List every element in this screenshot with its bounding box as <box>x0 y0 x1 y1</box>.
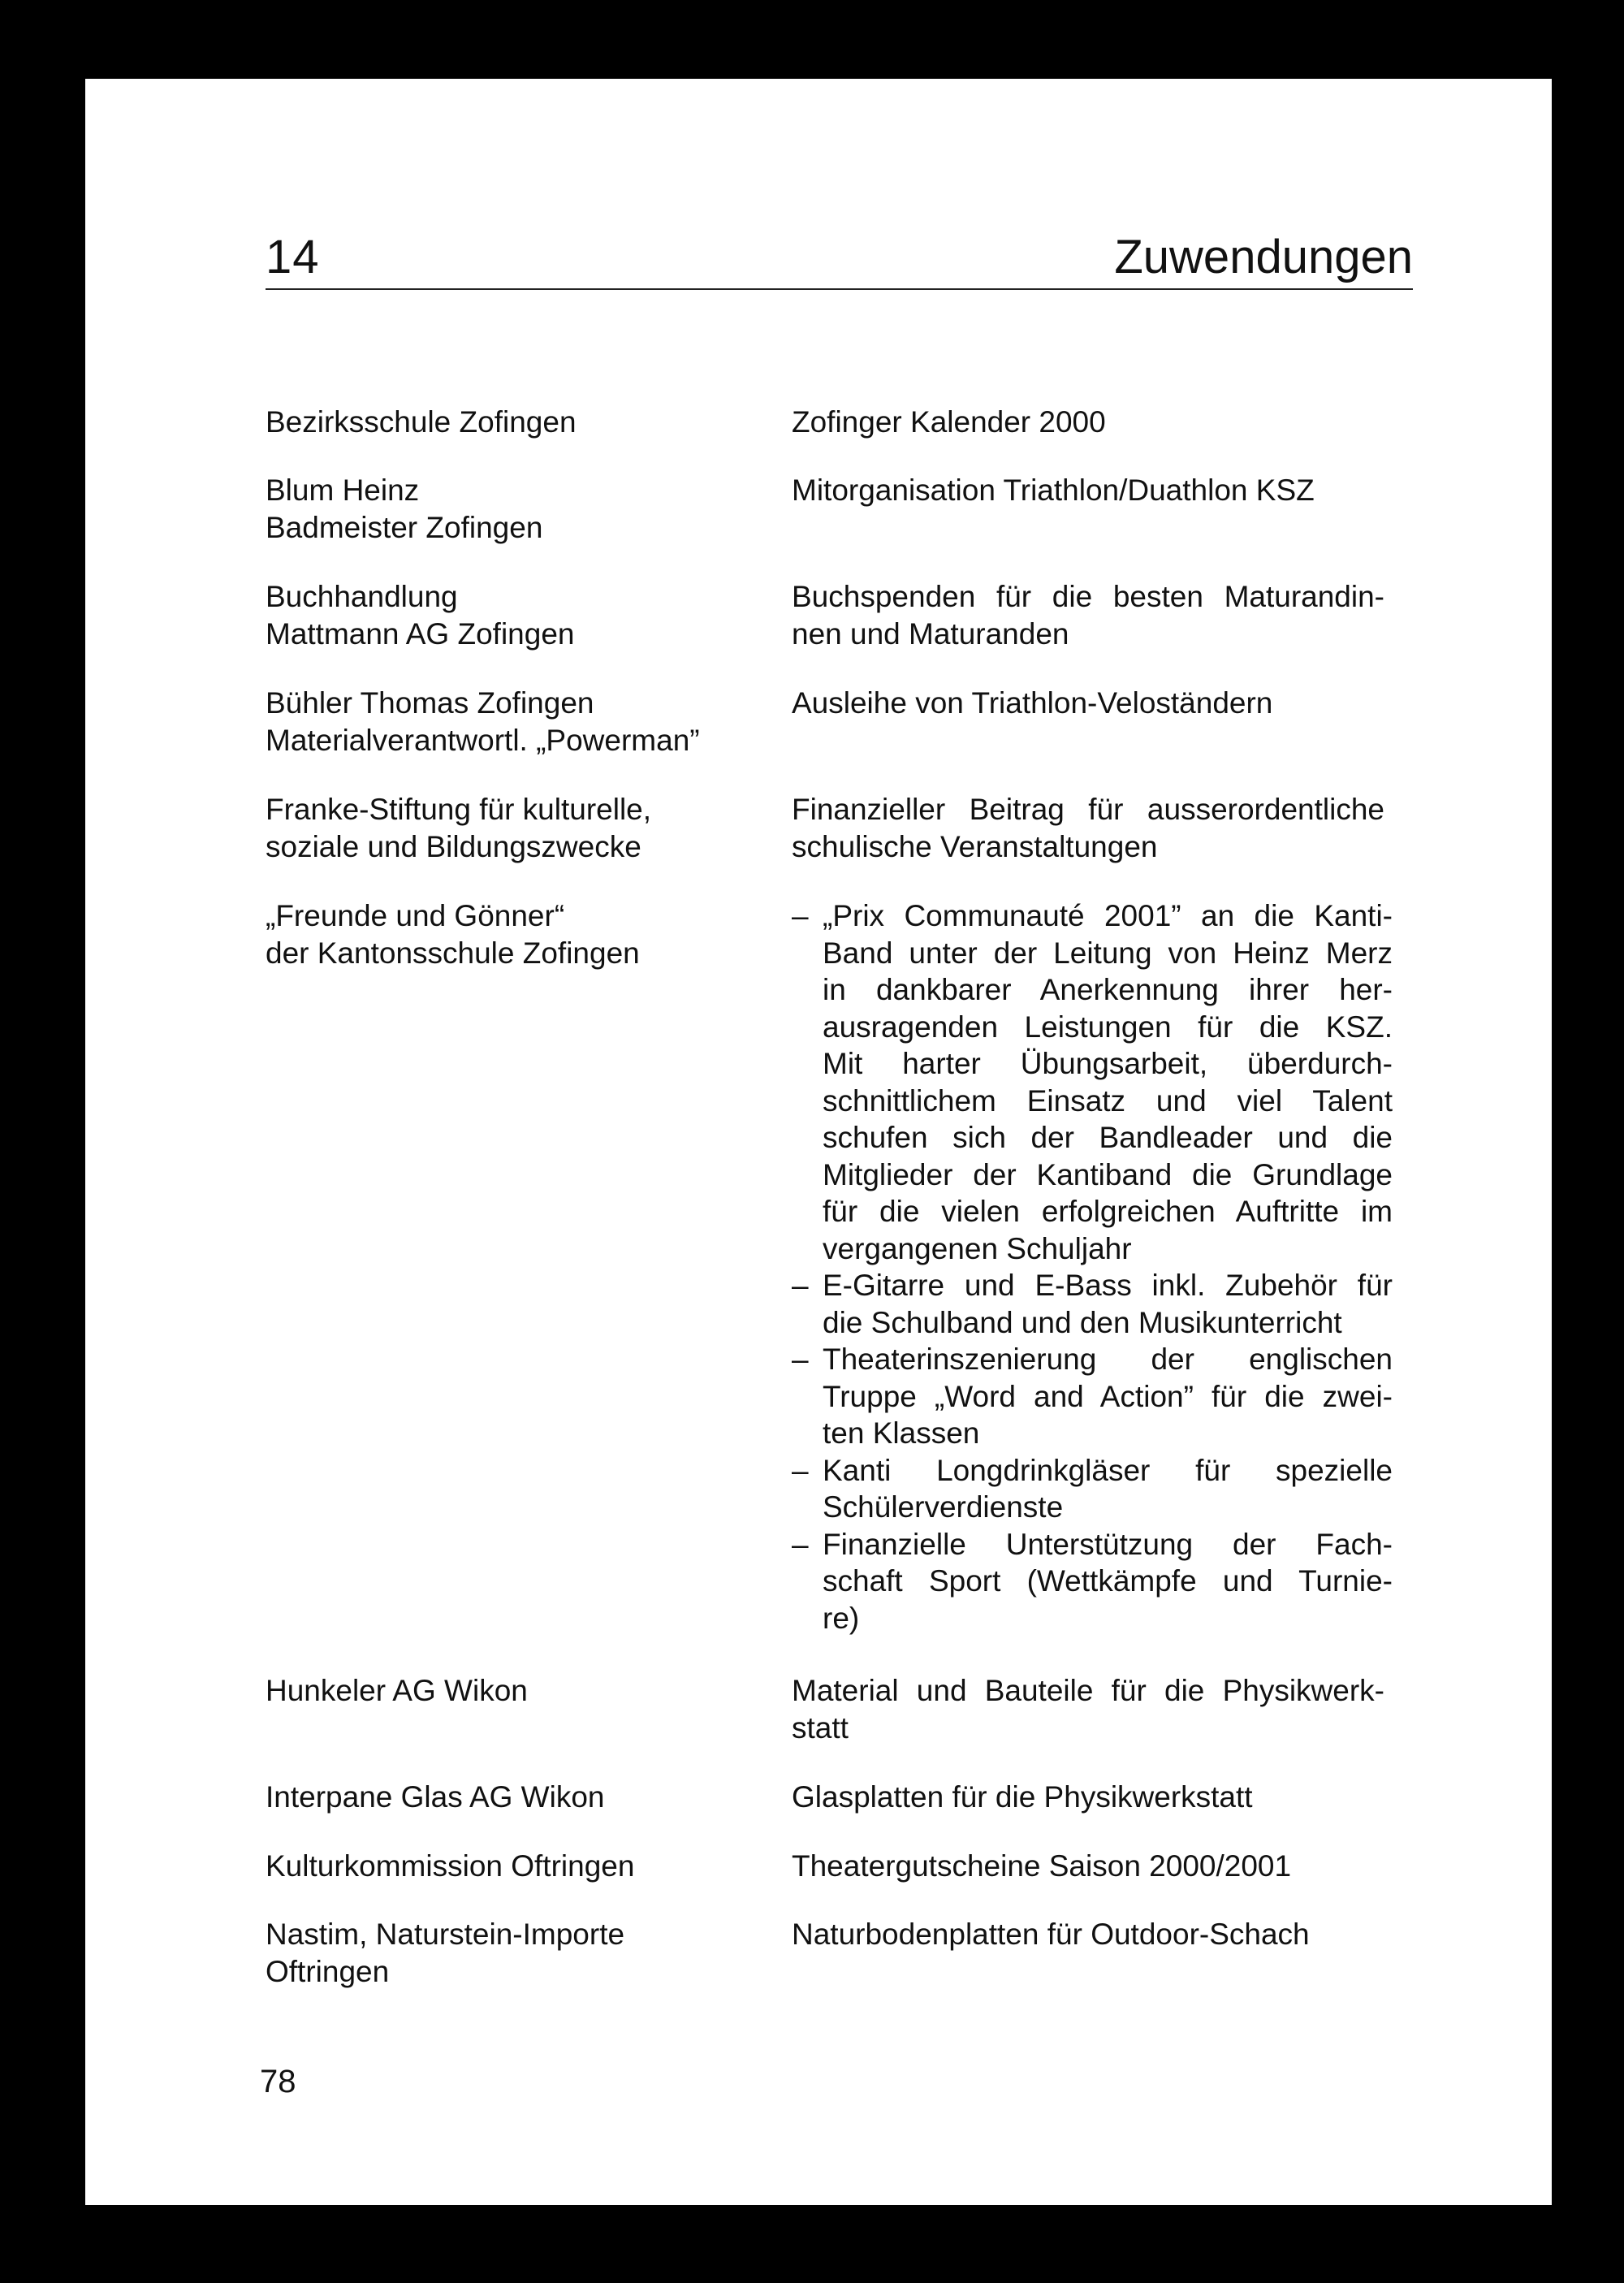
gift-line: Ausleihe von Triathlon-Veloständern <box>792 686 1273 720</box>
gift-line: die Schulband und den Musikunterricht <box>823 1305 1342 1339</box>
donor-line: Kulturkommission Oftringen <box>266 1849 635 1883</box>
gift-line: statt <box>792 1710 849 1745</box>
donor-line: soziale und Bildungszwecke <box>266 829 641 863</box>
gift-line: schulische Veranstaltungen <box>792 829 1158 863</box>
donation-description <box>792 685 1384 722</box>
gift-line: Theaterinszenierung der englischen <box>823 1343 1393 1376</box>
gift-line: Glasplatten für die Physikwerkstatt <box>792 1780 1253 1814</box>
gift-line: schaft Sport (Wettkämpfe und Turnie- <box>823 1564 1393 1598</box>
list-dash: – <box>792 1269 809 1302</box>
donation-list-item <box>792 1341 1393 1452</box>
donor-line: Bühler Thomas Zofingen <box>266 686 594 720</box>
gift-line: Schülerverdienste <box>823 1490 1064 1524</box>
donation-description <box>792 791 1384 865</box>
gift-line: Zofinger Kalender 2000 <box>792 405 1106 439</box>
donation-list-item <box>792 1526 1393 1637</box>
gift-line: schufen sich der Bandleader und die <box>823 1121 1393 1154</box>
gift-line: Truppe „Word and Action” für die zwei- <box>823 1379 1393 1413</box>
gift-line: Buchspenden für die besten Maturandin- <box>792 580 1384 613</box>
gift-line: Mitorganisation Triathlon/Duathlon KSZ <box>792 473 1315 507</box>
gift-line: Mitglieder der Kantiband die Grundlage <box>823 1157 1393 1191</box>
gift-line: für die vielen erfolgreichen Auftritte im <box>823 1195 1393 1228</box>
gift-line: Band unter der Leitung von Heinz Merz <box>823 936 1393 970</box>
donation-description <box>792 472 1384 509</box>
donation-description <box>792 1672 1384 1746</box>
donation-description <box>792 1916 1384 1953</box>
gift-line: Naturbodenplatten für Outdoor-Schach <box>792 1918 1310 1951</box>
list-dash: – <box>792 899 809 932</box>
list-dash: – <box>792 1527 809 1561</box>
donor-line: Nastim, Naturstein-Importe <box>266 1918 625 1951</box>
donation-description <box>792 404 1384 441</box>
gift-line: „Prix Communauté 2001” an die Kanti- <box>823 899 1393 932</box>
page-number: 78 <box>260 2064 296 2099</box>
donor-name <box>266 472 769 546</box>
donation-list-item <box>792 897 1393 1267</box>
donation-item-list <box>792 897 1393 1637</box>
donor-line: Badmeister Zofingen <box>266 510 543 544</box>
donor-line: Bezirksschule Zofingen <box>266 405 577 439</box>
gift-line: ausragenden Leistungen für die KSZ. <box>823 1010 1393 1044</box>
gift-line: ten Klassen <box>823 1416 980 1450</box>
donor-name <box>266 897 769 971</box>
list-dash: – <box>792 1453 809 1487</box>
donor-line: „Freunde und Gönner“ <box>266 899 565 932</box>
donor-line: Oftringen <box>266 1954 390 1988</box>
donation-list-item <box>792 1452 1393 1526</box>
gift-line: Mit harter Übungsarbeit, überdurch- <box>823 1047 1393 1080</box>
gift-line: vergangenen Schuljahr <box>823 1231 1132 1265</box>
gift-line: Theatergutscheine Saison 2000/2001 <box>792 1849 1292 1883</box>
donor-line: Interpane Glas AG Wikon <box>266 1780 605 1814</box>
donation-description <box>792 578 1384 652</box>
chapter-number: 14 <box>266 231 320 283</box>
page-header <box>266 225 1413 290</box>
gift-line: nen und Maturanden <box>792 616 1069 651</box>
donor-line: der Kantonsschule Zofingen <box>266 936 640 970</box>
page-sheet <box>85 79 1552 2205</box>
donor-line: Materialverantwortl. „Powerman” <box>266 723 700 757</box>
donation-description <box>792 1779 1384 1816</box>
list-dash: – <box>792 1343 809 1376</box>
gift-line: Material und Bauteile für die Physikwerk- <box>792 1674 1384 1707</box>
gift-line: Kanti Longdrinkgläser für spezielle <box>823 1453 1393 1487</box>
donor-name <box>266 578 769 652</box>
donor-line: Mattmann AG Zofingen <box>266 616 575 651</box>
donation-list-item <box>792 1267 1393 1341</box>
gift-line: in dankbarer Anerkennung ihrer her- <box>823 973 1393 1006</box>
donor-name <box>266 1916 769 1990</box>
header-divider <box>266 288 1413 290</box>
donor-line: Blum Heinz <box>266 473 420 507</box>
gift-line: E-Gitarre und E-Bass inkl. Zubehör für <box>823 1269 1393 1302</box>
gift-line: re) <box>823 1601 860 1635</box>
donor-line: Franke-Stiftung für kulturelle, <box>266 793 652 826</box>
donor-name <box>266 404 769 441</box>
donor-name <box>266 1672 769 1710</box>
donor-line: Buchhandlung <box>266 580 458 613</box>
gift-line: Finanzieller Beitrag für ausserordentliche <box>792 793 1384 826</box>
donor-name <box>266 685 769 759</box>
donor-name <box>266 1779 769 1816</box>
gift-line: schnittlichem Einsatz und viel Talent <box>823 1083 1393 1118</box>
donor-line: Hunkeler AG Wikon <box>266 1674 528 1707</box>
donor-name <box>266 1848 769 1885</box>
gift-line: Finanzielle Unterstützung der Fach- <box>823 1527 1393 1561</box>
donation-description <box>792 1848 1384 1885</box>
donor-name <box>266 791 769 865</box>
chapter-title: Zuwendungen <box>1114 231 1413 283</box>
